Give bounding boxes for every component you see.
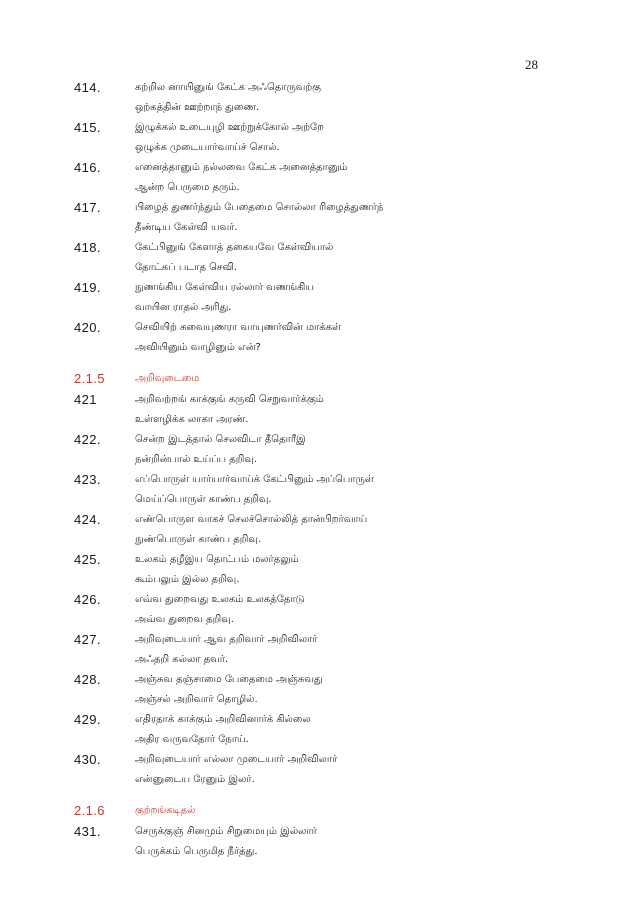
verse-number: 416. (74, 160, 101, 175)
verse-line: அஞ்சுவ தஞ்சாமை பேதைமை அஞ்சுவது (135, 674, 323, 685)
verse-line: ஒற்கத்தின் ஊற்றாந் துணை. (135, 102, 260, 113)
verse-text (135, 238, 544, 278)
verse-text (135, 630, 544, 670)
verse-line: மெய்ப்பொருள் காண்ப தறிவு. (135, 494, 272, 505)
verse-list (74, 78, 544, 862)
verse-number: 423. (74, 472, 101, 487)
verse-line: நன்றின்பால் உய்ப்ப தறிவு. (135, 454, 258, 465)
verse-number: 427. (74, 632, 101, 647)
verse-line: பெருக்கம் பெருமித நீர்த்து. (135, 846, 258, 857)
section-heading (74, 801, 544, 821)
verse-line: ஆன்ற பெருமை தரும். (135, 182, 240, 193)
verse-line: கேட்பினுங் கேளாத் தகையவே கேள்வியால் (135, 242, 334, 253)
verse-line: எண்பொருள வாகச் செலச்சொல்லித் தான்பிறர்வாய் (135, 514, 368, 525)
verse-line: அவியினும் வாழினும் என்? (135, 342, 261, 353)
verse-line: உள்ளழிக்க லாகா அரண். (135, 414, 249, 425)
verse-number: 431. (74, 824, 101, 839)
section-heading (74, 369, 544, 389)
verse-line: நுண்பொருள் காண்ப தறிவு. (135, 534, 262, 545)
verse-number: 420. (74, 320, 101, 335)
verse-line: அறிவுடையார் ஆவ தறிவார் அறிவிலார் (135, 634, 318, 645)
verse-text (135, 318, 544, 358)
verse-row (74, 510, 544, 550)
verse-row (74, 158, 544, 198)
verse-number: 415. (74, 120, 101, 135)
verse-text (135, 470, 544, 510)
verse-line: செவியிற் சுவையுணரா வாயுணர்வின் மாக்கள் (135, 322, 342, 333)
verse-text (135, 390, 544, 430)
verse-text (135, 550, 544, 590)
verse-line: ஒழுக்க முடையார்வாய்ச் சொல். (135, 142, 280, 153)
verse-text (135, 198, 544, 238)
verse-row (74, 670, 544, 710)
verse-line: அறிவுடையார் எல்லா முடையார் அறிவிலார் (135, 754, 338, 765)
section-title: அறிவுடைமை (135, 373, 200, 384)
verse-line: இழுக்கல் உடையுழி ஊற்றுக்கோல் அற்றே (135, 122, 324, 133)
verse-line: தீண்டிய கேள்வி யவர். (135, 222, 238, 233)
verse-line: சென்ற இடத்தால் செலவிடா தீதொரீஇ (135, 434, 306, 445)
verse-row (74, 470, 544, 510)
verse-text (135, 510, 544, 550)
verse-row (74, 198, 544, 238)
verse-line: அவ்வ துறைவ தறிவு. (135, 614, 234, 625)
verse-text (135, 750, 544, 790)
verse-line: அஞ்சல் அறிவார் தொழில். (135, 694, 258, 705)
verse-line: பிழைத் துணர்ந்தும் பேதைமை சொல்லா ரிழைத்துணர்ந் (135, 202, 384, 213)
verse-line: அதிர வருவதோர் நோய். (135, 734, 249, 745)
verse-text (135, 78, 544, 118)
verse-number: 430. (74, 752, 101, 767)
verse-row (74, 78, 544, 118)
verse-row (74, 118, 544, 158)
verse-row (74, 430, 544, 470)
verse-line: கற்றில னாயினுங் கேட்க அஃதொருவற்கு (135, 82, 321, 93)
verse-text (135, 430, 544, 470)
verse-text (135, 670, 544, 710)
verse-line: எதிரதாக் காக்கும் அறிவினார்க் கில்லை (135, 714, 311, 725)
verse-row (74, 550, 544, 590)
page-number: 28 (525, 57, 538, 72)
verse-text (135, 158, 544, 198)
verse-number: 429. (74, 712, 101, 727)
verse-number: 421 (74, 392, 97, 407)
verse-line: தோட்கப் படாத செவி. (135, 262, 238, 273)
verse-text (135, 710, 544, 750)
verse-number: 422. (74, 432, 101, 447)
verse-row (74, 750, 544, 790)
verse-line: கூம்பலும் இல்ல தறிவு. (135, 574, 240, 585)
verse-text (135, 278, 544, 318)
verse-line: என்னுடைய ரேனும் இலர். (135, 774, 255, 785)
verse-number: 419. (74, 280, 101, 295)
verse-number: 425. (74, 552, 101, 567)
section-number: 2.1.5 (74, 371, 105, 386)
verse-number: 418. (74, 240, 101, 255)
verse-row (74, 630, 544, 670)
verse-text (135, 590, 544, 630)
verse-row (74, 238, 544, 278)
verse-row (74, 710, 544, 750)
section-number: 2.1.6 (74, 803, 105, 818)
verse-line: எவ்வ துறைவது உலகம் உலகத்தோடு (135, 594, 305, 605)
verse-number: 414. (74, 80, 101, 95)
verse-number: 417. (74, 200, 101, 215)
verse-row (74, 590, 544, 630)
verse-line: எப்பொருள் யார்யார்வாய்க் கேட்பினும் அப்பொருள் (135, 474, 374, 485)
verse-row (74, 390, 544, 430)
verse-text (135, 118, 544, 158)
verse-line: நுணங்கிய கேள்விய ரல்லார் வணங்கிய (135, 282, 314, 293)
verse-row (74, 278, 544, 318)
verse-line: வாயின ராதல் அரிது. (135, 302, 232, 313)
verse-line: செருக்குஞ் சினமும் சிறுமையும் இல்லார் (135, 826, 317, 837)
verse-number: 424. (74, 512, 101, 527)
verse-number: 428. (74, 672, 101, 687)
verse-row (74, 318, 544, 358)
verse-row (74, 822, 544, 862)
verse-number: 426. (74, 592, 101, 607)
verse-line: அஃதறி கல்லா தவர். (135, 654, 229, 665)
verse-line: அறிவற்றங் காக்குங் கருவி செறுவார்க்கும் (135, 394, 324, 405)
verse-text (135, 822, 544, 862)
verse-line: எனைத்தானும் நல்லவை கேட்க அனைத்தானும் (135, 162, 348, 173)
verse-line: உலகம் தழீஇய தொட்பம் மலர்தலும் (135, 554, 299, 565)
section-title: குற்றங்கடிதல் (135, 805, 196, 816)
